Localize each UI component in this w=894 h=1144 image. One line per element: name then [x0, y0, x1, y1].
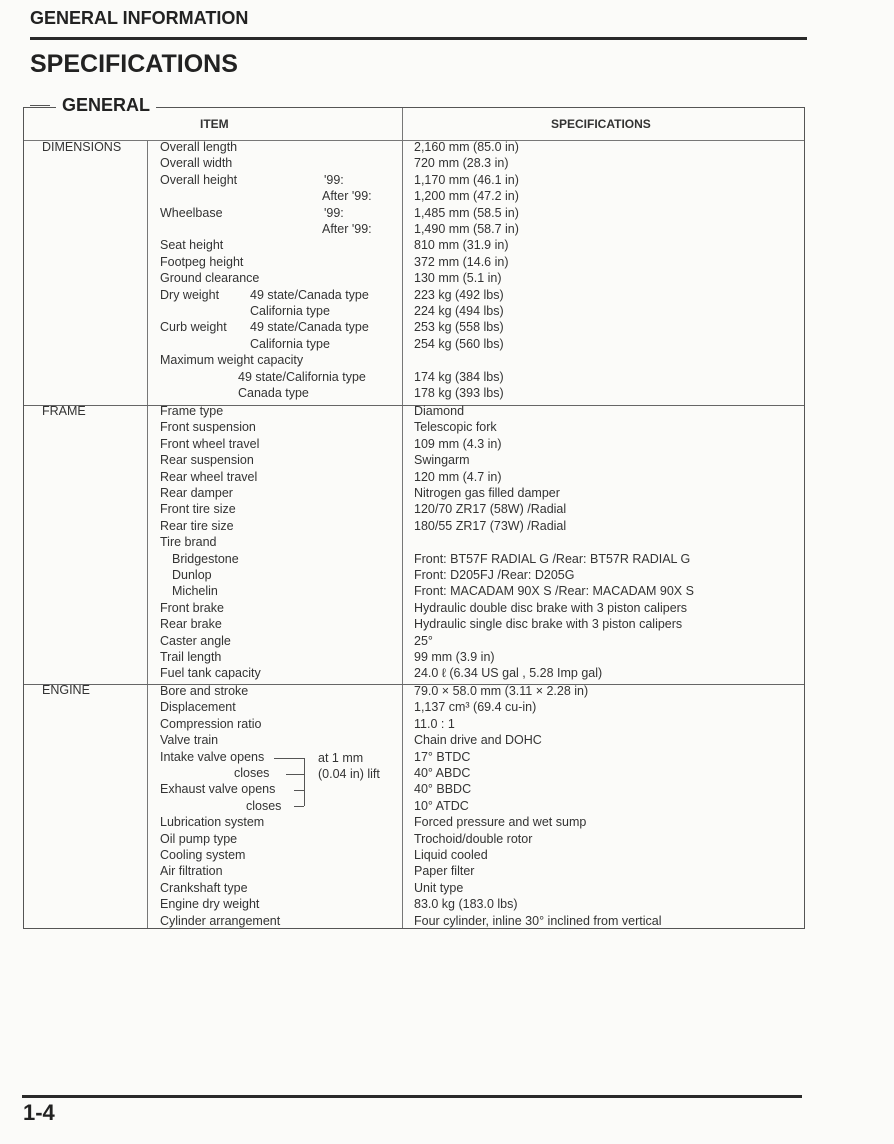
spec-label: Front brake	[160, 600, 224, 615]
spec-label: Rear brake	[160, 617, 222, 632]
bracket-line	[294, 790, 304, 791]
spec-value: Front: D205FJ /Rear: D205G	[414, 568, 575, 582]
spec-value: 130 mm (5.1 in)	[414, 271, 502, 286]
spec-label: Caster angle	[160, 633, 231, 648]
spec-label: Displacement	[160, 700, 236, 715]
bracket-line	[294, 806, 304, 807]
spec-value: 178 kg (393 lbs)	[414, 386, 504, 400]
spec-sublabel: 49 state/Canada type	[250, 320, 369, 335]
spec-value: 120 mm (4.7 in)	[414, 469, 502, 484]
valve-note: (0.04 in) lift	[318, 767, 380, 781]
column-divider	[147, 140, 148, 928]
page-title: SPECIFICATIONS	[30, 50, 238, 78]
spec-label: Fuel tank capacity	[160, 666, 261, 681]
spec-label: Engine dry weight	[160, 897, 260, 912]
bracket-line	[274, 758, 304, 759]
spec-label: Front tire size	[160, 502, 236, 517]
spec-label: Trail length	[160, 650, 222, 664]
spec-value: 253 kg (558 lbs)	[414, 320, 504, 335]
category-engine: ENGINE	[42, 683, 90, 697]
spec-label: Cooling system	[160, 848, 246, 862]
spec-sublabel: California type	[250, 336, 330, 351]
spec-value: 1,200 mm (47.2 in)	[414, 189, 519, 204]
spec-sublabel: '99:	[324, 172, 344, 187]
spec-value: 109 mm (4.3 in)	[414, 436, 502, 451]
top-rule	[30, 37, 807, 40]
spec-value: Unit type	[414, 880, 464, 895]
spec-value: 1,170 mm (46.1 in)	[414, 172, 519, 187]
group-title: GENERAL	[56, 95, 156, 116]
spec-label: Front wheel travel	[160, 436, 260, 451]
spec-value: Trochoid/double rotor	[414, 831, 533, 846]
spec-label: Crankshaft type	[160, 880, 248, 895]
spec-label: Rear wheel travel	[160, 469, 258, 484]
spec-label: Overall width	[160, 156, 233, 171]
spec-label: Oil pump type	[160, 831, 238, 846]
spec-label: Compression ratio	[160, 716, 262, 731]
spec-label: Tire brand	[160, 535, 217, 550]
spec-label: Michelin	[172, 584, 218, 599]
bracket-line	[286, 774, 304, 775]
spec-label: Rear suspension	[160, 453, 254, 468]
spec-value: 25°	[414, 633, 433, 648]
spec-value: 810 mm (31.9 in)	[414, 238, 509, 253]
spec-value: 17° BTDC	[414, 749, 471, 764]
spec-value: 1,137 cm³ (69.4 cu-in)	[414, 700, 537, 715]
page-number: 1-4	[23, 1100, 55, 1125]
spec-label: closes	[246, 798, 282, 813]
spec-value: 40° BBDC	[414, 782, 472, 797]
spec-value: Paper filter	[414, 864, 475, 879]
spec-label: Curb weight	[160, 320, 227, 335]
spec-label: Cylinder arrangement	[160, 913, 281, 928]
spec-value: Hydraulic single disc brake with 3 piston calipers	[414, 617, 683, 632]
category-dimensions: DIMENSIONS	[42, 140, 122, 154]
spec-value: Forced pressure and wet sump	[414, 815, 587, 830]
column-divider	[402, 108, 403, 928]
spec-label: Overall height	[160, 172, 238, 187]
spec-value: Hydraulic double disc brake with 3 piston calipers	[414, 600, 688, 615]
column-header-item: ITEM	[200, 117, 229, 131]
spec-value: Telescopic fork	[414, 420, 497, 435]
spec-label: Intake valve opens	[160, 749, 265, 764]
bracket-line	[304, 758, 305, 806]
spec-value: Diamond	[414, 404, 465, 418]
spec-value: Nitrogen gas filled damper	[414, 486, 560, 500]
spec-label: Wheelbase	[160, 205, 223, 220]
spec-sublabel: Canada type	[238, 386, 309, 400]
spec-sublabel: After '99:	[322, 222, 372, 236]
spec-value: Swingarm	[414, 453, 470, 468]
valve-note: at 1 mm	[318, 751, 364, 765]
spec-label: Lubrication system	[160, 815, 265, 830]
spec-label: Seat height	[160, 238, 224, 253]
spec-value: 83.0 kg (183.0 lbs)	[414, 897, 518, 912]
category-frame: FRAME	[42, 404, 86, 418]
spec-value: 120/70 ZR17 (58W) /Radial	[414, 502, 567, 517]
spec-sublabel: After '99:	[322, 189, 372, 204]
spec-value: 1,485 mm (58.5 in)	[414, 205, 519, 220]
spec-label: Bore and stroke	[160, 684, 249, 698]
group-line	[30, 105, 50, 106]
spec-label: Ground clearance	[160, 271, 260, 286]
spec-value: 10° ATDC	[414, 798, 469, 813]
spec-label: Overall length	[160, 140, 238, 154]
spec-sublabel: 49 state/California type	[238, 369, 366, 384]
spec-value: 224 kg (494 lbs)	[414, 304, 504, 318]
spec-value: 372 mm (14.6 in)	[414, 254, 509, 269]
spec-value: 40° ABDC	[414, 766, 471, 780]
spec-label: Exhaust valve opens	[160, 782, 276, 797]
spec-table	[23, 107, 805, 929]
spec-sublabel: 49 state/Canada type	[250, 287, 369, 302]
spec-label: Dry weight	[160, 287, 220, 302]
spec-value: 720 mm (28.3 in)	[414, 156, 509, 171]
spec-value: 24.0 ℓ (6.34 US gal , 5.28 Imp gal)	[414, 666, 603, 681]
spec-value: Liquid cooled	[414, 848, 488, 862]
spec-label: Dunlop	[172, 568, 212, 582]
spec-label: Rear tire size	[160, 518, 234, 533]
spec-value: 79.0 × 58.0 mm (3.11 × 2.28 in)	[414, 684, 589, 698]
spec-value: 11.0 : 1	[414, 716, 455, 731]
spec-label: closes	[234, 766, 270, 780]
spec-label: Air filtration	[160, 864, 223, 879]
spec-value: 1,490 mm (58.7 in)	[414, 222, 519, 236]
spec-value: 174 kg (384 lbs)	[414, 369, 504, 384]
spec-sublabel: '99:	[324, 205, 344, 220]
spec-label: Bridgestone	[172, 551, 239, 566]
spec-sublabel: California type	[250, 304, 330, 318]
spec-value: Chain drive and DOHC	[414, 733, 542, 748]
spec-value: Front: BT57F RADIAL G /Rear: BT57R RADIAL G	[414, 551, 691, 566]
spec-value: Front: MACADAM 90X S /Rear: MACADAM 90X S	[414, 584, 694, 599]
section-header: GENERAL INFORMATION	[30, 8, 249, 28]
spec-label: Maximum weight capacity	[160, 353, 304, 368]
spec-value: 180/55 ZR17 (73W) /Radial	[414, 518, 567, 533]
spec-value: 2,160 mm (85.0 in)	[414, 140, 519, 154]
spec-label: Front suspension	[160, 420, 256, 435]
spec-label: Footpeg height	[160, 254, 244, 269]
spec-value: 254 kg (560 lbs)	[414, 336, 504, 351]
spec-label: Rear damper	[160, 486, 233, 500]
column-header-specifications: SPECIFICATIONS	[551, 117, 651, 131]
spec-value: 223 kg (492 lbs)	[414, 287, 504, 302]
bottom-rule	[22, 1095, 802, 1098]
spec-label: Frame type	[160, 404, 224, 418]
spec-value: Four cylinder, inline 30° inclined from vertical	[414, 913, 662, 928]
spec-value: 99 mm (3.9 in)	[414, 650, 495, 664]
spec-label: Valve train	[160, 733, 219, 748]
